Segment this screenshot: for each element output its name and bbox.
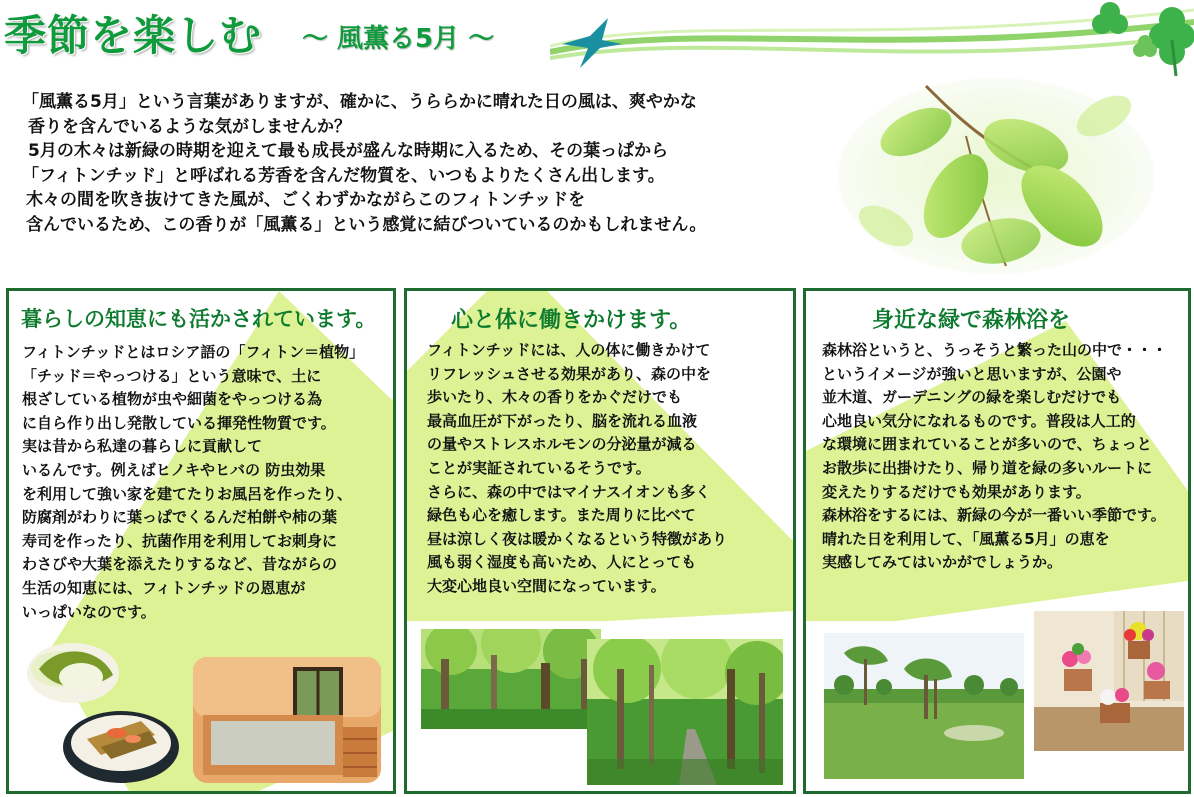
panel-line: 心地良い気分になれるものです。普段は人工的 [822,411,1136,430]
clover-icon [1092,2,1194,76]
swallow-icon [562,18,622,68]
panel-line: というイメージが強いと思いますが、公園や [822,364,1122,383]
panel-line: を利用して強い家を建てたりお風呂を作ったり、 [22,484,353,503]
panel-line: 大変心地良い空間になっています。 [427,576,666,595]
panel-line: ことが実証されているそうです。 [427,458,651,477]
panel-line: 「チッド＝やっつける」という意味で、土に [22,366,322,385]
panel-line: 変えたりするだけでも効果があります。 [822,482,1091,501]
panel-line: 緑色も心を癒します。また周りに比べて [427,506,696,525]
panel-line: 森林浴というと、うっそうと繁った山の中で・・・ [822,341,1168,359]
panel-line: いっぱいなのです。 [22,602,156,621]
panel-line: 根ざしている植物が虫や細菌をやっつける為 [22,390,323,409]
intro-line: 「風薫る5月」という言葉がありますが、確かに、うららかに晴れた日の風は、爽やかな [22,92,697,112]
park-photo [824,633,1024,779]
panel-line: 晴れた日を利用して、「風薫る5月」の恵を [822,529,1110,548]
intro-line: 木々の間を吹き抜けてきた風が、ごくわずかながらこのフィトンチッドを [26,190,586,210]
panel-line: 風も弱く湿度も高いため、人にとっても [427,553,697,572]
panel-body-effects [404,288,796,794]
panel-text [427,339,796,599]
intro-line: 5月の木々は新緑の時期を迎えて最も成長が盛んな時期に入るため、その葉っぱから [28,141,669,161]
panel-line: 実感してみてはいかがでしょうか。 [822,553,1063,572]
panel-line: わさびや大葉を添えたりするなど、昔ながらの [22,555,338,574]
panel-line: 昼は涼しく夜は暖かくなるという特徴があり [427,529,728,548]
panel-forest-bathing [803,288,1191,794]
intro-line: 「フィトンチッド」と呼ばれる芳香を含んだ物質を、いつもよりたくさん出します。 [22,165,665,186]
intro-line: 含んでいるため、この香りが「風薫る」という感覚に結びついているのかもしれません。 [26,214,707,235]
panel-line: 生活の知恵には、フィトンチッドの恩恵が [22,578,306,597]
panel-line: 並木道、ガーデニングの緑を楽しむだけでも [822,388,1122,407]
kashiwa-mochi-photo [21,635,191,785]
forest-path-photo [587,639,783,785]
panel-title: 心と体に働きかけます。 [451,308,692,333]
garden-flowers-photo [1034,611,1184,751]
intro-line: 香りを含んでいるような気がしませんか？ [28,116,351,137]
panel-line: の量やストレスホルモンの分泌量が減る [427,435,697,454]
panel-wisdom [6,288,396,794]
panel-line: フィトンチッドには、人の体に働きかけて [427,341,711,359]
panel-line: いるんです。例えばヒノキやヒバの 防虫効果 [22,460,326,479]
panel-line: 防腐剤がわりに葉っぱでくるんだ柏餅や柿の葉 [22,508,338,527]
panel-line: 森林浴をするには、新緑の今が一番いい季節です。 [822,506,1166,525]
panel-title: 暮らしの知恵にも活かされています。 [21,307,377,331]
panel-line: 実は昔から私達の暮らしに貢献して [22,437,263,456]
fresh-leaves-photo [836,76,1156,276]
intro-text [22,90,822,237]
panel-line: フィトンチッドとはロシア語の「フィトン＝植物」 [22,343,365,361]
hinoki-bath-photo [193,657,381,783]
panel-text [822,339,1191,575]
panel-text [22,341,396,624]
panel-line: さらに、森の中ではマイナスイオンも多く [427,482,711,501]
page-title: 季節を楽しむ [4,11,263,60]
header-decoration [550,0,1194,80]
panel-line: に自ら作り出し発散している揮発性物質です。 [22,413,336,432]
header [0,0,1194,80]
panel-line: 歩いたり、木々の香りをかぐだけでも [427,388,683,407]
panel-line: リフレッシュさせる効果があり、森の中を [427,364,711,383]
panel-title: 身近な緑で森林浴を [872,308,1071,333]
panel-line: お散歩に出掛けたり、帰り道を緑の多いルートに [822,458,1153,477]
page-subtitle: ～ 風薫る5月 ～ [302,24,495,54]
panel-line: な環境に囲まれていることが多いので、ちょっと [822,435,1152,454]
forest-canopy-photo [421,629,601,729]
panel-line: 最高血圧が下がったり、脳を流れる血液 [427,411,698,430]
panel-line: 寿司を作ったり、抗菌作用を利用してお刺身に [22,531,338,550]
